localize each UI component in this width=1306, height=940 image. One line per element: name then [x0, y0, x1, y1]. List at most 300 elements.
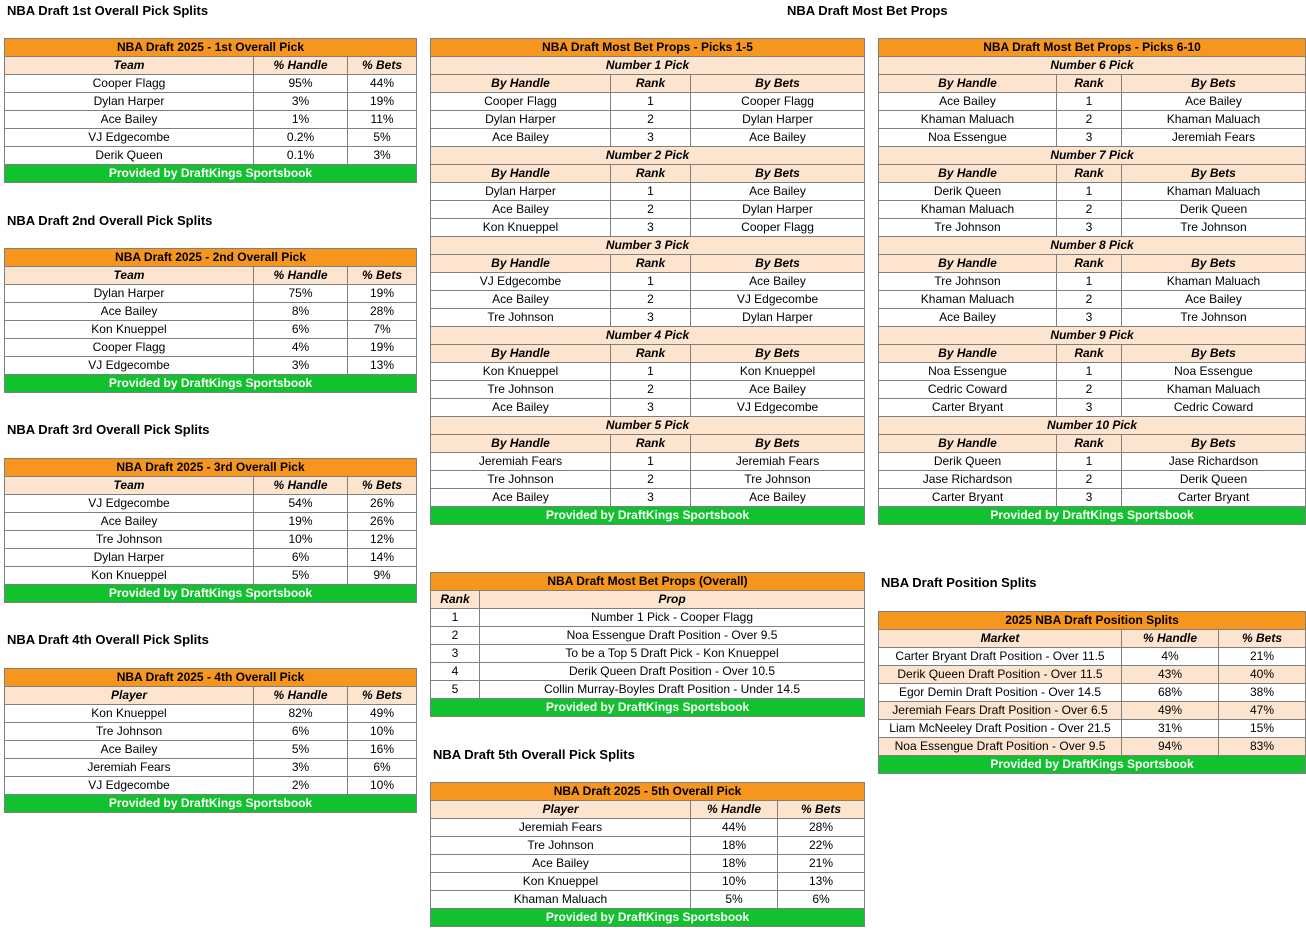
- table-cell: 26%: [348, 495, 417, 513]
- column-header: % Handle: [1122, 630, 1219, 648]
- table-cell: 3%: [254, 759, 348, 777]
- column-header-row: [879, 75, 1306, 93]
- column-header: Player: [431, 801, 691, 819]
- table-cell: Derik Queen Draft Position - Over 11.5: [879, 666, 1122, 684]
- table-row: [5, 495, 417, 513]
- table-cell: 1: [1057, 363, 1122, 381]
- group-title-row: [431, 237, 865, 255]
- table-cell: 15%: [1219, 720, 1306, 738]
- table-cell: 6%: [778, 891, 865, 909]
- table-cell: 3: [1057, 399, 1122, 417]
- table-row: [431, 609, 865, 627]
- table-row: [879, 648, 1306, 666]
- table-header-row: [5, 669, 417, 687]
- column-header-row: [431, 801, 865, 819]
- table-cell: Ace Bailey: [879, 93, 1057, 111]
- table-row: [431, 855, 865, 873]
- table-title: NBA Draft 2025 - 4th Overall Pick: [5, 669, 417, 687]
- table-cell: Jeremiah Fears Draft Position - Over 6.5: [879, 702, 1122, 720]
- table-cell: Kon Knueppel: [431, 873, 691, 891]
- table-cell: 3%: [348, 147, 417, 165]
- table-cell: Ace Bailey: [431, 855, 691, 873]
- table-row: [431, 111, 865, 129]
- table-cell: Liam McNeeley Draft Position - Over 21.5: [879, 720, 1122, 738]
- table-row: [431, 219, 865, 237]
- table-cell: 5%: [254, 567, 348, 585]
- table-row: [879, 399, 1306, 417]
- column-header: % Bets: [348, 687, 417, 705]
- table-cell: 3: [611, 399, 691, 417]
- table-cell: Ace Bailey: [431, 489, 611, 507]
- table-cell: 2: [611, 201, 691, 219]
- table-row: [879, 684, 1306, 702]
- source-footer: Provided by DraftKings Sportsbook: [431, 909, 865, 927]
- group-title-row: [431, 417, 865, 435]
- table-cell: 1: [611, 363, 691, 381]
- column-header: By Handle: [431, 435, 611, 453]
- table-cell: 21%: [1219, 648, 1306, 666]
- table-row: [431, 129, 865, 147]
- table-cell: 13%: [348, 357, 417, 375]
- table-cell: Ace Bailey: [691, 183, 865, 201]
- table-cell: Ace Bailey: [431, 201, 611, 219]
- column-header: Team: [5, 477, 254, 495]
- column-header: By Handle: [879, 165, 1057, 183]
- table-cell: Ace Bailey: [431, 291, 611, 309]
- table-cell: 3: [1057, 129, 1122, 147]
- table-cell: 1: [1057, 273, 1122, 291]
- pick-group-title: Number 5 Pick: [431, 417, 865, 435]
- pick-group-title: Number 9 Pick: [879, 327, 1306, 345]
- source-footer: Provided by DraftKings Sportsbook: [5, 165, 417, 183]
- table-row: [879, 291, 1306, 309]
- title-2nd-pick: NBA Draft 2nd Overall Pick Splits: [7, 213, 213, 228]
- table-cell: 10%: [691, 873, 778, 891]
- table-row: [431, 381, 865, 399]
- table-cell: Ace Bailey: [1122, 291, 1306, 309]
- table-cell: 21%: [778, 855, 865, 873]
- table-cell: Cooper Flagg: [691, 93, 865, 111]
- table-row: [5, 93, 417, 111]
- group-title-row: [879, 237, 1306, 255]
- table-cell: 18%: [691, 855, 778, 873]
- table-cell: 19%: [254, 513, 348, 531]
- table-cell: 75%: [254, 285, 348, 303]
- source-footer: Provided by DraftKings Sportsbook: [431, 507, 865, 525]
- table-cell: Kon Knueppel: [431, 219, 611, 237]
- table-cell: Jeremiah Fears: [691, 453, 865, 471]
- column-header: % Handle: [254, 687, 348, 705]
- column-header: Rank: [611, 165, 691, 183]
- table-cell: Derik Queen: [1122, 201, 1306, 219]
- table-cell: Noa Essengue: [879, 129, 1057, 147]
- table-title: NBA Draft 2025 - 1st Overall Pick: [5, 39, 417, 57]
- table-header-row: [431, 39, 865, 57]
- table-row: [431, 681, 865, 699]
- column-header: % Bets: [1219, 630, 1306, 648]
- table-row: [879, 363, 1306, 381]
- table-cell: Number 1 Pick - Cooper Flagg: [480, 609, 865, 627]
- table-cell: Kon Knueppel: [431, 363, 611, 381]
- table-cell: Ace Bailey: [691, 381, 865, 399]
- table-cell: Derik Queen: [1122, 471, 1306, 489]
- table-cell: Kon Knueppel: [5, 321, 254, 339]
- table-row: [431, 309, 865, 327]
- table-cell: Jeremiah Fears: [431, 453, 611, 471]
- table-cell: Ace Bailey: [1122, 93, 1306, 111]
- table-title: NBA Draft Most Bet Props (Overall): [431, 573, 865, 591]
- table-row: [5, 75, 417, 93]
- table-cell: 83%: [1219, 738, 1306, 756]
- column-header: % Handle: [691, 801, 778, 819]
- table-cell: Tre Johnson: [431, 471, 611, 489]
- table-cell: Derik Queen: [879, 183, 1057, 201]
- table-cell: 14%: [348, 549, 417, 567]
- column-header-row: [879, 435, 1306, 453]
- table-cell: 2: [1057, 291, 1122, 309]
- group-title-row: [431, 57, 865, 75]
- table-cell: Carter Bryant: [879, 489, 1057, 507]
- table-row: [431, 273, 865, 291]
- column-header: Rank: [1057, 435, 1122, 453]
- table-cell: Cooper Flagg: [5, 75, 254, 93]
- table-row: [5, 759, 417, 777]
- table-cell: Tre Johnson: [5, 531, 254, 549]
- table-row: [879, 489, 1306, 507]
- column-header: % Bets: [348, 477, 417, 495]
- source-footer: Provided by DraftKings Sportsbook: [431, 699, 865, 717]
- table-cell: VJ Edgecombe: [5, 777, 254, 795]
- table-row: [879, 666, 1306, 684]
- title-position-splits: NBA Draft Position Splits: [881, 575, 1037, 590]
- table-row: [879, 93, 1306, 111]
- group-title-row: [879, 327, 1306, 345]
- table-row: [879, 471, 1306, 489]
- table-cell: 1: [611, 453, 691, 471]
- table-row: [879, 111, 1306, 129]
- table-row: [5, 705, 417, 723]
- table-row: [5, 723, 417, 741]
- table-row: [431, 363, 865, 381]
- table-row: [431, 399, 865, 417]
- column-header-row: [879, 345, 1306, 363]
- column-header: Rank: [1057, 255, 1122, 273]
- column-header: % Bets: [348, 267, 417, 285]
- table-cell: 47%: [1219, 702, 1306, 720]
- table-header-row: [5, 459, 417, 477]
- table-cell: 3: [611, 129, 691, 147]
- table-row: [431, 291, 865, 309]
- footer-row: [5, 165, 417, 183]
- column-header: % Handle: [254, 267, 348, 285]
- table-cell: Ace Bailey: [431, 129, 611, 147]
- table-cell: 5: [431, 681, 480, 699]
- table-header-row: [5, 39, 417, 57]
- table-cell: 19%: [348, 339, 417, 357]
- source-footer: Provided by DraftKings Sportsbook: [879, 507, 1306, 525]
- table-cell: 8%: [254, 303, 348, 321]
- group-title-row: [879, 417, 1306, 435]
- table-cell: Tre Johnson: [691, 471, 865, 489]
- table-cell: 28%: [778, 819, 865, 837]
- table-cell: Khaman Maluach: [431, 891, 691, 909]
- table-cell: Dylan Harper: [691, 309, 865, 327]
- table-cell: 3: [611, 489, 691, 507]
- column-header-row: [879, 255, 1306, 273]
- table-row: [431, 819, 865, 837]
- table-cell: 5%: [691, 891, 778, 909]
- column-header: By Bets: [691, 345, 865, 363]
- source-footer: Provided by DraftKings Sportsbook: [5, 795, 417, 813]
- table-cell: Collin Murray-Boyles Draft Position - Under 14.5: [480, 681, 865, 699]
- table-cell: Ace Bailey: [879, 309, 1057, 327]
- table-cell: Jase Richardson: [879, 471, 1057, 489]
- table-row: [5, 549, 417, 567]
- table-cell: Cedric Coward: [1122, 399, 1306, 417]
- table-header-row: [879, 612, 1306, 630]
- column-header: By Handle: [431, 345, 611, 363]
- table-cell: 2: [1057, 381, 1122, 399]
- table-row: [5, 531, 417, 549]
- table-cell: 2: [1057, 471, 1122, 489]
- table-row: [431, 891, 865, 909]
- column-header: By Handle: [431, 165, 611, 183]
- table-row: [879, 453, 1306, 471]
- table-row: [879, 273, 1306, 291]
- source-footer: Provided by DraftKings Sportsbook: [879, 756, 1306, 774]
- table-cell: 2: [611, 381, 691, 399]
- table-cell: 13%: [778, 873, 865, 891]
- column-header-row: [431, 165, 865, 183]
- table-cell: Ace Bailey: [691, 489, 865, 507]
- table-row: [5, 111, 417, 129]
- table-row: [431, 93, 865, 111]
- table-cell: 7%: [348, 321, 417, 339]
- table-cell: 18%: [691, 837, 778, 855]
- table-cell: VJ Edgecombe: [5, 129, 254, 147]
- column-header-row: [879, 165, 1306, 183]
- table-cell: Tre Johnson: [431, 381, 611, 399]
- footer-row: [5, 585, 417, 603]
- table-cell: Tre Johnson: [879, 219, 1057, 237]
- table-cell: 5%: [254, 741, 348, 759]
- table-cell: VJ Edgecombe: [5, 357, 254, 375]
- column-header: Prop: [480, 591, 865, 609]
- table-cell: 2: [1057, 201, 1122, 219]
- column-header-row: [879, 630, 1306, 648]
- table-row: [431, 453, 865, 471]
- column-header: By Bets: [691, 435, 865, 453]
- table-cell: 4%: [254, 339, 348, 357]
- table-cell: 0.1%: [254, 147, 348, 165]
- table-cell: 2: [611, 471, 691, 489]
- source-footer: Provided by DraftKings Sportsbook: [5, 375, 417, 393]
- column-header: By Bets: [1122, 255, 1306, 273]
- column-header: % Handle: [254, 477, 348, 495]
- table-cell: 94%: [1122, 738, 1219, 756]
- footer-row: [431, 909, 865, 927]
- table-cell: Khaman Maluach: [1122, 183, 1306, 201]
- column-header-row: [431, 591, 865, 609]
- table-cell: 38%: [1219, 684, 1306, 702]
- table-cell: Egor Demin Draft Position - Over 14.5: [879, 684, 1122, 702]
- pick-group-title: Number 4 Pick: [431, 327, 865, 345]
- table-cell: 4: [431, 663, 480, 681]
- table-row: [431, 837, 865, 855]
- column-header: By Handle: [431, 255, 611, 273]
- table-cell: Khaman Maluach: [879, 201, 1057, 219]
- table-cell: 44%: [348, 75, 417, 93]
- table-cell: Jeremiah Fears: [1122, 129, 1306, 147]
- table-row: [5, 285, 417, 303]
- table-row: [431, 873, 865, 891]
- table-header-row: [5, 249, 417, 267]
- pick-group-title: Number 8 Pick: [879, 237, 1306, 255]
- table-title: NBA Draft 2025 - 3rd Overall Pick: [5, 459, 417, 477]
- table-cell: 10%: [348, 777, 417, 795]
- table-cell: 2: [611, 111, 691, 129]
- title-4th-pick: NBA Draft 4th Overall Pick Splits: [7, 632, 209, 647]
- column-header: By Handle: [431, 75, 611, 93]
- pick-group-title: Number 7 Pick: [879, 147, 1306, 165]
- pick-group-title: Number 2 Pick: [431, 147, 865, 165]
- column-header: By Bets: [1122, 165, 1306, 183]
- table-header-row: [431, 573, 865, 591]
- table-cell: 68%: [1122, 684, 1219, 702]
- table-cell: 2%: [254, 777, 348, 795]
- table-cell: Tre Johnson: [1122, 309, 1306, 327]
- table-cell: 3%: [254, 357, 348, 375]
- table-cell: Tre Johnson: [1122, 219, 1306, 237]
- table-cell: 1: [611, 93, 691, 111]
- table-cell: 49%: [348, 705, 417, 723]
- table-title: NBA Draft 2025 - 5th Overall Pick: [431, 783, 865, 801]
- table-cell: 19%: [348, 93, 417, 111]
- pick-group-title: Number 3 Pick: [431, 237, 865, 255]
- table-cell: Dylan Harper: [5, 93, 254, 111]
- table-row: [879, 381, 1306, 399]
- column-header: By Handle: [879, 255, 1057, 273]
- table-row: [431, 183, 865, 201]
- pick-table-1st: [4, 38, 417, 183]
- table-cell: 10%: [348, 723, 417, 741]
- pick-table-2nd: [4, 248, 417, 393]
- table-cell: Jase Richardson: [1122, 453, 1306, 471]
- group-title-row: [879, 147, 1306, 165]
- position-splits-table: [878, 611, 1306, 774]
- table-cell: 28%: [348, 303, 417, 321]
- table-cell: 6%: [254, 723, 348, 741]
- table-cell: Dylan Harper: [5, 549, 254, 567]
- column-header-row: [5, 267, 417, 285]
- table-row: [431, 627, 865, 645]
- table-cell: Kon Knueppel: [691, 363, 865, 381]
- table-cell: 1: [1057, 93, 1122, 111]
- table-title: NBA Draft 2025 - 2nd Overall Pick: [5, 249, 417, 267]
- table-cell: 3%: [254, 93, 348, 111]
- table-row: [431, 471, 865, 489]
- table-cell: 1: [431, 609, 480, 627]
- table-cell: Ace Bailey: [5, 111, 254, 129]
- pick-table-3rd: [4, 458, 417, 603]
- table-row: [879, 702, 1306, 720]
- table-cell: Cedric Coward: [879, 381, 1057, 399]
- table-cell: Khaman Maluach: [879, 111, 1057, 129]
- table-header-row: [431, 783, 865, 801]
- column-header: Rank: [611, 345, 691, 363]
- table-cell: Ace Bailey: [431, 399, 611, 417]
- table-cell: Khaman Maluach: [879, 291, 1057, 309]
- table-cell: Dylan Harper: [691, 201, 865, 219]
- table-row: [5, 777, 417, 795]
- table-cell: 12%: [348, 531, 417, 549]
- table-cell: Ace Bailey: [691, 273, 865, 291]
- column-header-row: [5, 57, 417, 75]
- column-header: % Handle: [254, 57, 348, 75]
- table-row: [879, 129, 1306, 147]
- footer-row: [5, 795, 417, 813]
- column-header: Rank: [1057, 345, 1122, 363]
- table-cell: 6%: [254, 321, 348, 339]
- column-header: By Bets: [691, 75, 865, 93]
- table-cell: Dylan Harper: [691, 111, 865, 129]
- column-header: Rank: [1057, 75, 1122, 93]
- table-row: [5, 357, 417, 375]
- column-header: Market: [879, 630, 1122, 648]
- column-header: By Bets: [1122, 345, 1306, 363]
- table-cell: 1: [1057, 453, 1122, 471]
- column-header: By Bets: [691, 255, 865, 273]
- table-cell: 3: [611, 219, 691, 237]
- table-cell: 2: [431, 627, 480, 645]
- table-cell: 5%: [348, 129, 417, 147]
- column-header-row: [431, 435, 865, 453]
- table-title: NBA Draft Most Bet Props - Picks 1-5: [431, 39, 865, 57]
- table-cell: Ace Bailey: [5, 741, 254, 759]
- table-row: [5, 567, 417, 585]
- overall-props-table: [430, 572, 865, 717]
- table-cell: 3: [1057, 219, 1122, 237]
- table-cell: Khaman Maluach: [1122, 111, 1306, 129]
- table-cell: 19%: [348, 285, 417, 303]
- title-3rd-pick: NBA Draft 3rd Overall Pick Splits: [7, 422, 210, 437]
- table-cell: VJ Edgecombe: [431, 273, 611, 291]
- table-cell: Dylan Harper: [5, 285, 254, 303]
- table-cell: 4%: [1122, 648, 1219, 666]
- table-cell: 0.2%: [254, 129, 348, 147]
- table-cell: Ace Bailey: [5, 513, 254, 531]
- footer-row: [879, 756, 1306, 774]
- table-row: [879, 183, 1306, 201]
- column-header: Player: [5, 687, 254, 705]
- table-cell: Tre Johnson: [431, 837, 691, 855]
- column-header: By Handle: [879, 435, 1057, 453]
- table-cell: Carter Bryant: [879, 399, 1057, 417]
- title-5th-pick: NBA Draft 5th Overall Pick Splits: [433, 747, 635, 762]
- table-title: 2025 NBA Draft Position Splits: [879, 612, 1306, 630]
- column-header: By Handle: [879, 345, 1057, 363]
- table-cell: Noa Essengue Draft Position - Over 9.5: [480, 627, 865, 645]
- table-row: [5, 129, 417, 147]
- column-header: By Bets: [691, 165, 865, 183]
- table-cell: 1: [611, 273, 691, 291]
- table-cell: Khaman Maluach: [1122, 273, 1306, 291]
- table-cell: VJ Edgecombe: [691, 291, 865, 309]
- table-header-row: [879, 39, 1306, 57]
- table-row: [879, 738, 1306, 756]
- table-cell: 2: [611, 291, 691, 309]
- column-header: % Bets: [778, 801, 865, 819]
